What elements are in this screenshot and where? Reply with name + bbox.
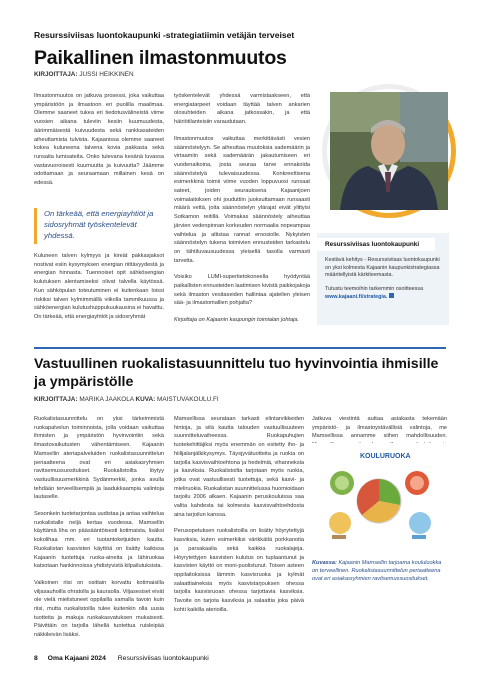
article1-column-1 xyxy=(34,92,164,209)
article2-paragraph: Perusopetuksen ruokalistoilla on lisätty höyrytettyjä kasviksia, kuten esimerkiksi värikkäitä porkkanoita ja parsakaalia sekä kaikkia ruokalajeja. Höyrytettyjen kasvisten kulutus on tuplaantunut ja kasvisten käyttö on moni-puolistunut. Toisen asteen oppilaitoksissa lämmin kasvisruoka ja kylmät salaattiaineksia myös kasvistarjouksen ohessa tarjolla kasvisruoan ohessa tarjottavia kasviksia. Tavoite on tarjota kasviksia ja salaattia joka päivä kohti kaikilla aterioilla. xyxy=(174,528,304,613)
caption-label: Kuvassa: xyxy=(312,560,337,566)
author-portrait xyxy=(330,92,448,210)
kicker: Resurssiviisas luontokaupunki -strategiatiimin vetäjän terveiset xyxy=(34,30,295,40)
publication-name: Oma Kajaani 2024 xyxy=(47,655,106,662)
infobox-text xyxy=(325,286,443,302)
article1-paragraph: Voisiko LUMI-supertietokoneella hyödyntää paikallisten ennusteiden laatimisen kivistä paikkojakoja sekä ilmaston vesitaseiden hallintaa ajatellen yleisen sää- ja ilmastomallien pohjalta? xyxy=(174,274,310,307)
article1-paragraph: Ilmastonmuutos on jatkuva prosessi, joka vaikuttaa ympäristöön ja ilmastoon eri puolilla maailmaa. Olemme saaneet tukea eri tiedotusvälineistä viime vuosien aikana tuleviin kesiin kuumuudesta, äärimmäisestä kuivuudesta sekä rankkasateiden aiheuttamista tulvista. Kajaanissa olemme saaneet kokea kuluneena talvena kovia pakkasia sekä runsaita lumisateita. Onko tulevana kesänä luvassa vastavuoroisesti kuumuutta ja kuivuutta? Jäämme odottamaan ja seuraamaan millainen kesä on edessä. xyxy=(34,93,164,187)
caption-text: Kajaanin Mamsellin tarjoama koululuokka on terveellinen. Ruokalistasuunnittelun periaatteena ovat eri asiakasryhmien ravitsemussuositukset. xyxy=(312,560,442,583)
article1-paragraph: työskentelevät yhdessä varmistaakseen, että energiatarpeet voidaan täyttää talven ankarien olosuhteiden aikana jatkossakin, ja että häiriötilanteisiin varaudutaan. xyxy=(174,93,310,126)
article1-column-2 xyxy=(174,92,310,342)
section-divider xyxy=(34,347,446,349)
byline-name: JUSSI HEIKKINEN xyxy=(79,71,134,78)
article2-paragraph: Ruokalistasuunnittelu on yksi tärkeimmistä ruokapalvelun toiminnoista, jolla voidaan vaikuttaa ihmisten ja ympäristön hyvinvointiin sekä ilmastovaikutusten vähentämiseen. Kajaanin Mamsellin ateriapalveluiden ruokalistasuunnittelun periaatteena ovat eri asiakasryhmien ravitsemussuositukset. Ruokalistoilta löytyy vastuullisuusmerkkinä Sydänmerkki, jonka avulla tehdään terveellisempiä ja laadukkaampia valintoja lautaselle. xyxy=(34,416,164,501)
byline-name: MARIKA JAAKOLA xyxy=(79,396,134,403)
article2-paragraph: Valkoinen riisi on osittain korvattu kotimaisilla viljasauhoilla ohratolla ja kauraolla. Viljasesiset eivät ole vielä mielistuneet oppilailla samalla tavoin kuin riisi, mutta ruokalistoilla tulee kuitenkin olla uusia tuotteita ja makuja ruokakasvatuksen mukaisesti. Päivittäin on tarjolla lähellä tuotettua ruisleipää näkkileivän lisäksi. xyxy=(34,579,164,639)
article2-paragraph: Jatkuva viestintä auttaa asiakasta tekemään ympäristö- ja ilmastoystävällisiä valintoja, me Mamsellissa annamme siihen mahdollisuuden. xyxy=(312,415,447,459)
page-number: 8 xyxy=(34,655,38,662)
article1-paragraph: Ilmastonmuutos vaikuttaa merkittävästi vesien säännöstelyyn. Se aiheuttaa muutoksia sademäärin ja virtaamiin sekä sademäärän jakautumiseen eri vuodenaikoina, josta seuraa tarve ennakoida säännöstelyä tulevaisuudessa. Konkreettisena esimerkkinä toimii viime vuoden loppuvuosi runsaat sateet, joiden seurauksena Kajaanijoen voimalaitoksen ohi jouduttiin juoksuttamaan runsaasti määrä vettä, joita säännöstelyn ylärajat eivät ylittyisi Sotkamon reitillä. Voimakas säännöstely aiheuttaa järvien vedenpinnan korkeuden normaalia nopeampaa vaihtelua ja altistaa rannat eroosiolle. Nykyisten säännöstelyn tukena toimivien ennusteiden tarkastelu on tähtiluvausuudessa yleisellä tasolla varmasti tarvetta. xyxy=(174,135,310,264)
article2-column-2 xyxy=(174,415,304,653)
article2-paragraph: Sesonkein tuotetarjontaa uudistaa ja antaa vaihtelua ruokalistalle neljä kertaa vuodessa. Mamsellin käyttämä liha on pääsääntöisesti kotimaista, lisäksi kokolihaa mm. eri tuotantoketjuiden kautta. Ruokalistan kasvisten käyttöä on lisätty kaikissa Kajaanin tuotettuja ruoka-aineita ja lähiruokaa katsotaan hankinnoissa yhdistyvistä kilpailutuksista. xyxy=(34,511,164,570)
school-lunch-poster xyxy=(312,443,447,529)
article1-paragraph: Kuluneen talven kylmyys ja kireät pakkasjaksot nostivat esiin kysymyksen energian riittävyydestä ja energian hinnasta. Tuennoiset opit sähkösengian kulutuksen alentamiseksi olivat talvella käytössä. Kun sähköpulan toteutuminen ei kuitenkaan loissi riskiksi talven kylmimmällä viikolla tammikuussa ja sähköenergian kulutushuippukuukausina ei havaittu. On tärkeää, että energiayhtiöt ja sidosryhmät xyxy=(34,253,164,320)
photo-label: KUVA: xyxy=(135,396,156,403)
article2-title: Vastuullinen ruokalistasuunnittelu tuo hyvinvointia ihmisille ja ympäristölle xyxy=(34,356,439,390)
infobox-body xyxy=(325,257,443,308)
infobox-text: Kestävä kehitys - Resurssiviisas luontokaupunki on yksi kolmesta Kajaanin kaupunkistrategiassa määritellyistä kärkiteemasta. xyxy=(325,257,440,279)
page-footer xyxy=(34,655,209,662)
article1-signature: Kirjoittaja on Kajaanin kaupungin toimialan johtaja. xyxy=(174,317,300,324)
photo-caption xyxy=(312,559,447,584)
author-portrait-image xyxy=(330,92,448,210)
article2-column-1 xyxy=(34,415,164,653)
section-name: Resurssiviisas luontokaupunki xyxy=(117,655,209,662)
article1-byline xyxy=(34,71,134,78)
article2-byline xyxy=(34,396,219,403)
infobox-cta: Tutustu teemoihin tarkemmin osoitteessa xyxy=(325,285,424,292)
strategy-link[interactable]: www.kajaani.fi/strategia. xyxy=(325,294,388,301)
poster-title: KOULURUOKA xyxy=(360,453,411,460)
end-square-icon xyxy=(389,293,394,298)
plate-model-illustration xyxy=(312,443,447,555)
pullquote-bar xyxy=(34,208,37,244)
infobox-title: Resurssiviisas luontokaupunki xyxy=(317,238,435,251)
byline-label: KIRJOITTAJA: xyxy=(34,396,78,403)
photo-credit: MAISTUVAKOULU.FI xyxy=(157,396,219,403)
article2-paragraph: Mamsellissa seurataan tarkasti elintarvikkeiden hintoja, ja sitä kautta talouden vastuullisuuteen suunnitteluvaiheessa. Ruokapuhujien tuotekehittäjiksi myös enemmän on esitetty iho- ja hiilijalanjälkikysymys. Täysjyvätuotteita ja ruokia on tarjolla kasvisvaihtoehtona ja hedelmiä, vihanneksia ja kasviksia. Ruokalistoilta tarjotaan myös ruokia, jotka ovat vastuullisesti tuotettuja, sekä kasvi- ja mieliruokia. Ruokalistan suunnittelussa huomioidaan tarjoilu 2006 alkaen. Kajaanin peruskouluissa saa valita kahdesta tai kolmesta kasvisvaihtoehdosta aina tarjoilun kanssa. xyxy=(174,416,304,518)
pullquote: On tärkeää, että energiayhtiöt ja sidosryhmät työskentelevät yhdessä. xyxy=(44,209,154,240)
article2-column-3 xyxy=(312,415,447,443)
article1-title: Paikallinen ilmastonmuutos xyxy=(34,47,287,69)
byline-label: KIRJOITTAJA: xyxy=(34,71,78,78)
article1-column-1b xyxy=(34,252,164,326)
